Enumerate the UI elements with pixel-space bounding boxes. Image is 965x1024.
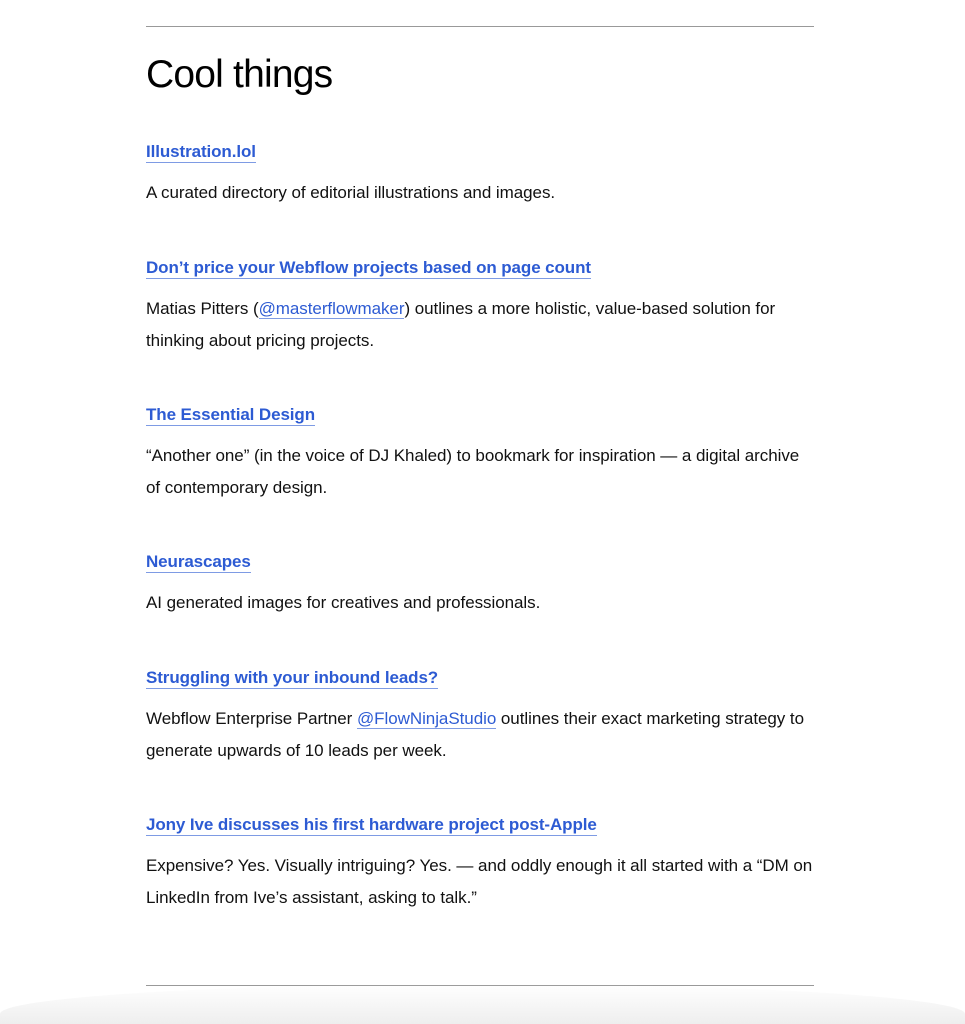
desc-text: ) outlines a more holistic, value-based solution for thinking about pricing projects.	[146, 299, 776, 350]
section-title: Cool things	[146, 53, 333, 96]
item-description	[146, 293, 814, 356]
desc-text: Webflow Enterprise Partner	[146, 709, 357, 728]
list-item	[146, 552, 814, 668]
item-description: A curated directory of editorial illustrations and images.	[146, 183, 556, 202]
list-item	[146, 405, 814, 552]
item-description: AI generated images for creatives and professionals.	[146, 593, 541, 612]
item-link-webflow-pricing[interactable]: Don’t price your Webflow projects based on page count	[146, 258, 591, 277]
desc-text: outlines their exact marketing strategy to generate upwards of 10 leads per week.	[146, 709, 805, 760]
item-link-essential-design[interactable]: The Essential Design	[146, 405, 315, 424]
item-link-illustration-lol[interactable]: Illustration.lol	[146, 142, 256, 161]
item-link-jony-ive[interactable]: Jony Ive discusses his first hardware project post-Apple	[146, 815, 597, 834]
mention-link-masterflowmaker[interactable]: @masterflowmaker	[258, 299, 405, 318]
list-item	[146, 815, 814, 962]
item-description	[146, 703, 814, 766]
item-link-inbound-leads[interactable]: Struggling with your inbound leads?	[146, 668, 439, 687]
item-description: “Another one” (in the voice of DJ Khaled) to bookmark for inspiration — a digital archive of contemporary design.	[146, 446, 800, 497]
items-list	[146, 142, 814, 962]
list-item	[146, 258, 814, 405]
desc-text: Matias Pitters (	[146, 299, 259, 318]
list-item	[146, 668, 814, 815]
item-link-neurascapes[interactable]: Neurascapes	[146, 552, 251, 571]
item-description: Expensive? Yes. Visually intriguing? Yes. — and oddly enough it all started with a “DM on LinkedIn from Ive’s assistant, asking to talk.”	[146, 856, 813, 907]
mention-link-flowninjastudio[interactable]: @FlowNinjaStudio	[356, 709, 497, 728]
top-divider	[146, 26, 814, 27]
page-bottom-shadow	[0, 984, 965, 1024]
list-item	[146, 142, 814, 258]
